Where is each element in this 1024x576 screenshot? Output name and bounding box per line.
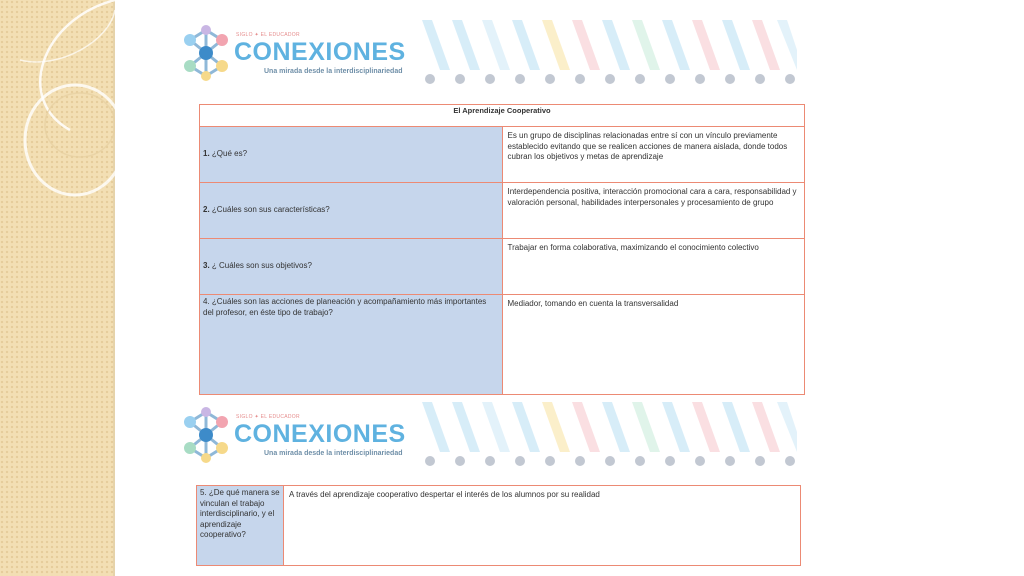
table-row (200, 183, 805, 239)
table-title: El Aprendizaje Cooperativo (200, 105, 805, 127)
side-decorative-panel (0, 0, 115, 576)
brand-small-text: SIGLO ✦ EL EDUCADOR (236, 32, 300, 38)
question-number: 5. (200, 488, 207, 497)
question-text: ¿Cuáles son sus características? (209, 205, 330, 215)
decorative-curves (0, 0, 115, 576)
interdisciplinary-link-table (196, 485, 801, 566)
molecule-logo-icon (176, 404, 236, 466)
brand-small-text: SIGLO ✦ EL EDUCADOR (236, 414, 300, 420)
header-banner-top (170, 20, 810, 90)
table-row (197, 486, 801, 566)
question-text: ¿De qué manera se vinculan el trabajo interdisciplinario, y el aprendizaje cooperativo? (200, 488, 280, 539)
question-text: ¿ Cuáles son sus objetivos? (209, 261, 312, 271)
table-row (200, 127, 805, 183)
brand-tagline: Una mirada desde la interdisciplinariedad (264, 68, 403, 75)
question-number: 2. (203, 205, 210, 215)
header-banner-bottom (170, 402, 810, 472)
decorative-stripes (422, 402, 797, 468)
answer-cell: Es un grupo de disciplinas relacionadas entre sí con un vínculo previamente establecido evitando que se realicen acciones de manera aislada, donde todos cubran los objetivos y metas de aprendizaje (502, 127, 805, 183)
question-number: 3. (203, 261, 210, 271)
molecule-logo-icon (176, 22, 236, 84)
question-cell (200, 239, 503, 295)
question-number: 4. (203, 297, 210, 306)
question-cell (197, 486, 284, 566)
question-cell (200, 127, 503, 183)
brand-name: CONEXIONES (234, 38, 406, 66)
question-text: ¿Qué es? (209, 149, 248, 159)
table-row (200, 295, 805, 395)
brand-tagline: Una mirada desde la interdisciplinariedad (264, 450, 403, 457)
cooperative-learning-table (199, 104, 805, 395)
brand-name: CONEXIONES (234, 420, 406, 448)
question-cell (200, 295, 503, 395)
decorative-stripes (422, 20, 797, 86)
answer-cell: Interdependencia positiva, interacción promocional cara a cara, responsabilidad y valoración personal, habilidades interpersonales y procesamiento de grupo (502, 183, 805, 239)
question-number: 1. (203, 149, 210, 159)
answer-cell: Mediador, tomando en cuenta la transversalidad (502, 295, 805, 395)
answer-cell: Trabajar en forma colaborativa, maximizando el conocimiento colectivo (502, 239, 805, 295)
answer-cell: A través del aprendizaje cooperativo despertar el interés de los alumnos por su realidad (284, 486, 801, 566)
question-text: ¿Cuáles son las acciones de planeación y acompañamiento más importantes del profesor, en éste tipo de trabajo? (203, 297, 487, 317)
question-cell (200, 183, 503, 239)
table-row (200, 239, 805, 295)
